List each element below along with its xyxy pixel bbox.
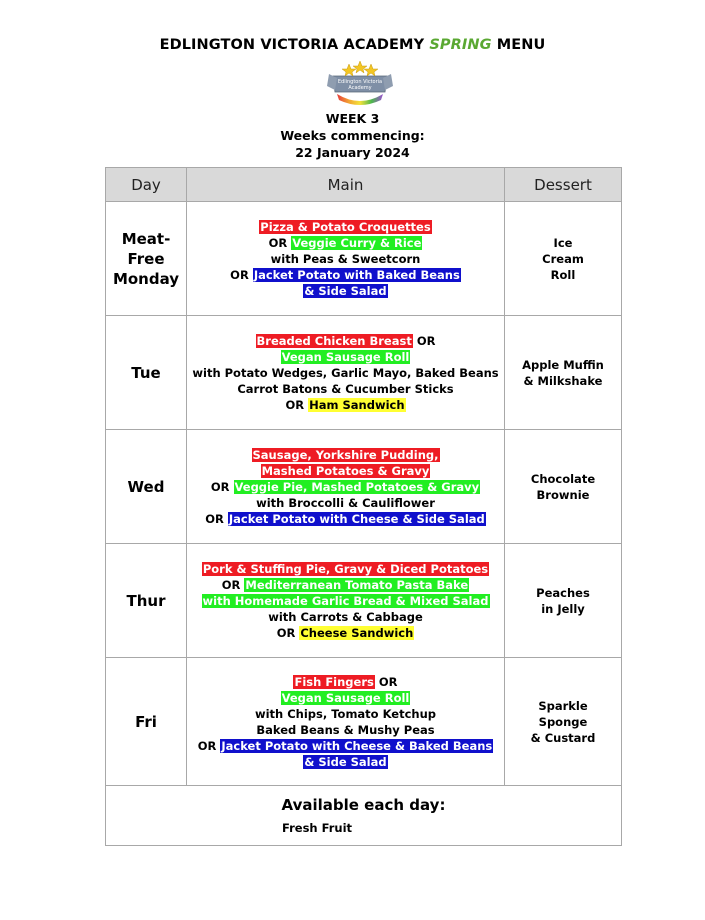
main-line <box>198 738 494 754</box>
dessert-cell <box>505 544 621 657</box>
school-logo <box>327 60 393 106</box>
title-spring: SPRING <box>429 37 492 53</box>
meal-text: OR <box>412 333 436 348</box>
meal-option-red: Pizza & Potato Croquettes <box>260 219 431 234</box>
table-row <box>106 544 621 658</box>
meal-option-red: Fish Fingers <box>294 674 374 689</box>
main-cell <box>187 430 505 543</box>
main-line <box>198 674 494 690</box>
available-item: Fresh Fruit <box>282 821 353 835</box>
table-row <box>106 316 621 430</box>
day-label: Monday <box>112 269 180 288</box>
menu-table <box>105 167 622 846</box>
main-line <box>230 235 461 251</box>
meal-option-green: Vegan Sausage Roll <box>281 349 410 364</box>
main-line <box>202 577 490 593</box>
meal-text: with Broccolli & Cauliflower <box>256 495 435 510</box>
header-main: Main <box>187 168 505 201</box>
main-line <box>202 625 490 641</box>
main-line <box>202 561 490 577</box>
dessert-label: Sparkle <box>538 698 588 713</box>
week-number: WEEK 3 <box>325 111 380 126</box>
day-cell <box>106 544 187 657</box>
main-line <box>202 609 490 625</box>
week-info <box>0 110 705 161</box>
meal-option-green: Vegan Sausage Roll <box>281 690 410 705</box>
meal-text: with Peas & Sweetcorn <box>270 251 421 266</box>
main-line <box>230 251 461 267</box>
title-prefix: EDLINGTON VICTORIA ACADEMY <box>159 37 430 53</box>
main-line <box>198 706 494 722</box>
header-dessert: Dessert <box>534 175 592 194</box>
main-line <box>230 219 461 235</box>
day-label: Meat- <box>121 229 171 248</box>
meal-text: with Potato Wedges, Garlic Mayo, Baked Beans <box>192 365 499 380</box>
dessert-label: Peaches <box>536 585 590 600</box>
dessert-label: Sponge <box>538 714 588 729</box>
meal-option-blue: Jacket Potato with Cheese & Side Salad <box>228 511 485 526</box>
meal-option-green: Mediterranean Tomato Pasta Bake <box>245 577 469 592</box>
commencing-label: Weeks commencing: <box>280 128 425 143</box>
main-line <box>192 333 498 349</box>
meal-text: OR <box>221 577 245 592</box>
available-heading: Available each day: <box>281 796 446 814</box>
main-line <box>230 267 461 283</box>
day-label: Free <box>127 249 165 268</box>
day-label: Fri <box>135 712 157 731</box>
dessert-label: Brownie <box>536 487 590 502</box>
dessert-label: Ice <box>553 235 573 250</box>
dessert-label: Roll <box>550 267 576 282</box>
table-row <box>106 658 621 786</box>
dessert-label: in Jelly <box>541 601 585 616</box>
meal-option-red: Sausage, Yorkshire Pudding, <box>252 447 439 462</box>
dessert-label: & Custard <box>530 730 596 745</box>
main-line <box>192 397 498 413</box>
meal-option-red: Breaded Chicken Breast <box>256 333 412 348</box>
day-label: Thur <box>126 591 166 610</box>
dessert-cell <box>505 658 621 785</box>
meal-text: Baked Beans & Mushy Peas <box>256 722 435 737</box>
meal-text: with Chips, Tomato Ketchup <box>254 706 437 721</box>
available-each-day <box>106 786 621 845</box>
meal-option-green: Veggie Pie, Mashed Potatoes & Gravy <box>234 479 480 494</box>
meal-text: OR <box>374 674 398 689</box>
main-line <box>230 283 461 299</box>
meal-option-blue: Jacket Potato with Cheese & Baked Beans <box>221 738 493 753</box>
meal-text: OR <box>285 397 309 412</box>
main-line <box>202 593 490 609</box>
meal-option-blue: Jacket Potato with Baked Beans <box>253 267 460 282</box>
dessert-label: Cream <box>542 251 584 266</box>
main-cell <box>187 316 505 429</box>
meal-option-red: Pork & Stuffing Pie, Gravy & Diced Potatoes <box>202 561 489 576</box>
dessert-cell <box>505 202 621 315</box>
day-label: Wed <box>127 477 165 496</box>
dessert-cell <box>505 430 621 543</box>
meal-text: Carrot Batons & Cucumber Sticks <box>237 381 454 396</box>
main-line <box>198 690 494 706</box>
dessert-cell <box>505 316 621 429</box>
title-suffix: MENU <box>491 37 546 53</box>
main-line <box>192 381 498 397</box>
page-title <box>0 37 705 53</box>
main-line <box>205 447 486 463</box>
day-cell <box>106 430 187 543</box>
table-header-row <box>106 168 621 202</box>
main-line <box>198 722 494 738</box>
day-cell <box>106 202 187 315</box>
logo-text-line2: Academy <box>348 85 372 91</box>
meal-option-yellow: Ham Sandwich <box>309 397 405 412</box>
main-line <box>198 754 494 770</box>
header-day: Day <box>106 168 187 201</box>
commencing-date: 22 January 2024 <box>295 145 410 160</box>
meal-text: with Carrots & Cabbage <box>268 609 423 624</box>
day-label: Tue <box>131 363 161 382</box>
meal-option-red: Mashed Potatoes & Gravy <box>261 463 430 478</box>
main-line <box>205 511 486 527</box>
main-line <box>192 349 498 365</box>
main-cell <box>187 202 505 315</box>
meal-option-green: Veggie Curry & Rice <box>292 235 422 250</box>
meal-option-yellow: Cheese Sandwich <box>300 625 414 640</box>
table-row <box>106 202 621 316</box>
meal-text: OR <box>205 511 228 526</box>
meal-text: OR <box>197 738 221 753</box>
table-row <box>106 430 621 544</box>
meal-text: OR <box>268 235 292 250</box>
meal-text: OR <box>230 267 253 282</box>
dessert-label: Apple Muffin <box>522 357 604 372</box>
meal-text: OR <box>210 479 234 494</box>
day-cell <box>106 658 187 785</box>
main-cell <box>187 544 505 657</box>
main-cell <box>187 658 505 785</box>
meal-option-green: with Homemade Garlic Bread & Mixed Salad <box>202 593 489 608</box>
logo-text-line1: Edlington Victoria <box>337 79 383 85</box>
meal-text: OR <box>276 625 300 640</box>
main-line <box>205 463 486 479</box>
dessert-label: Chocolate <box>530 471 596 486</box>
main-line <box>205 479 486 495</box>
meal-option-blue: & Side Salad <box>304 283 387 298</box>
meal-option-blue: & Side Salad <box>304 754 387 769</box>
main-line <box>192 365 498 381</box>
day-cell <box>106 316 187 429</box>
dessert-label: & Milkshake <box>523 373 603 388</box>
main-line <box>205 495 486 511</box>
